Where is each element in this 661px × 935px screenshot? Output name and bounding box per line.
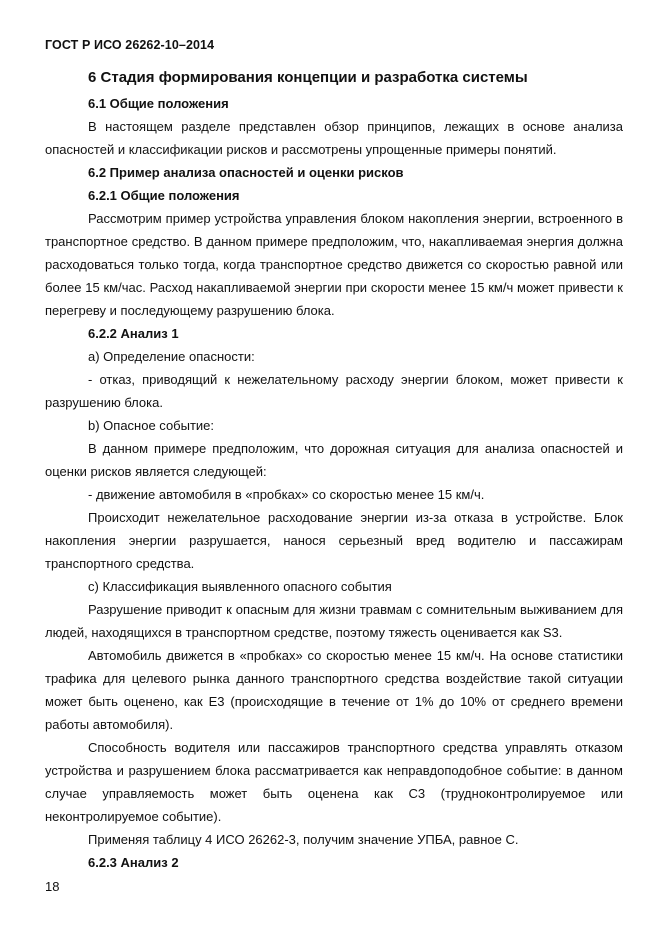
list-item: - отказ, приводящий к нежелательному расходу энергии блоком, может привести к разрушению блока. <box>45 372 623 410</box>
paragraph: Рассмотрим пример устройства управления блоком накопления энергии, встроенного в транспортное средство. В данном примере предположим, что, накапливаемая энергия должна расходоваться только тогда, когда транспортное средство движется со скоростью равной или более 15 км/час. Расход накапливаемой энергии при скорости менее 15 км/ч может привести к перегреву и последующему разрушению блока. <box>45 211 623 318</box>
subsection-6-2-3-heading: 6.2.3 Анализ 2 <box>88 855 179 870</box>
subsection-6-2-heading: 6.2 Пример анализа опасностей и оценки рисков <box>88 165 404 180</box>
paragraph: В настоящем разделе представлен обзор принципов, лежащих в основе анализа опасностей и классификации рисков и рассмотрены упрощенные примеры понятий. <box>45 119 623 157</box>
section-title: 6 Стадия формирования концепции и разработка системы <box>88 69 528 86</box>
page-number: 18 <box>45 879 60 894</box>
list-item: - движение автомобиля в «пробках» со скоростью менее 15 км/ч. <box>88 487 485 502</box>
subsection-6-2-2-heading: 6.2.2 Анализ 1 <box>88 326 179 341</box>
paragraph: Способность водителя или пассажиров транспортного средства управлять отказом устройства и разрушением блока рассматривается как неправдоподобное событие: в данном случае управляемость может быть оценена как С3 (трудноконтролируемое или неконтролируемое событие). <box>45 740 623 824</box>
document-body <box>45 66 623 874</box>
document-header: ГОСТ Р ИСО 26262-10–2014 <box>45 38 215 52</box>
paragraph: Разрушение приводит к опасным для жизни травмам с сомнительным выживанием для людей, находящихся в транспортном средстве, поэтому тяжесть оценивается как S3. <box>45 602 623 640</box>
paragraph: Применяя таблицу 4 ИСО 26262-3, получим значение УПБА, равное С. <box>88 832 519 847</box>
subsection-6-2-1-heading: 6.2.1 Общие положения <box>88 188 240 203</box>
list-label-c: c) Классификация выявленного опасного события <box>88 579 392 594</box>
subsection-6-1-heading: 6.1 Общие положения <box>88 96 229 111</box>
paragraph: Происходит нежелательное расходование энергии из-за отказа в устройстве. Блок накопления энергии разрушается, нанося серьезный вред водителю и пассажирам транспортного средства. <box>45 510 623 571</box>
list-label-b: b) Опасное событие: <box>88 418 215 433</box>
paragraph: Автомобиль движется в «пробках» со скоростью менее 15 км/ч. На основе статистики трафика для целевого рынка данного транспортного средства воздействие такой ситуации может быть оценено, как Е3 (происходящие в течение от 1% до 10% от среднего времени работы автомобиля). <box>45 648 623 732</box>
paragraph: В данном примере предположим, что дорожная ситуация для анализа опасностей и оценки рисков является следующей: <box>45 441 623 479</box>
list-label-a: a) Определение опасности: <box>88 349 255 364</box>
